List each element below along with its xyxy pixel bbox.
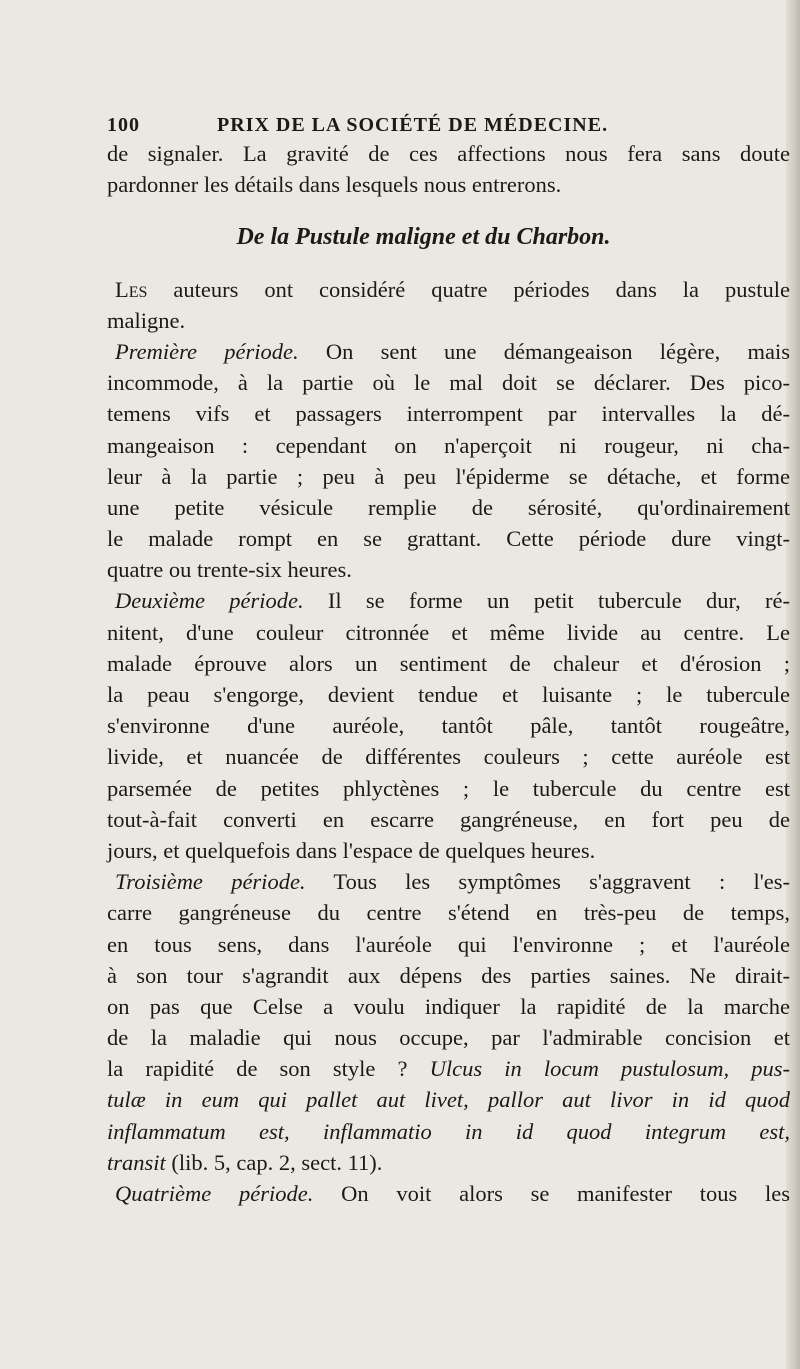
text-line: Troisième période. Tous les symptômes s'aggravent : l'es- <box>115 869 791 895</box>
drop-word: Les <box>115 276 148 302</box>
text-line <box>107 1116 790 1147</box>
text-line: leur à la partie ; peu à peu l'épiderme se détache, et forme <box>107 463 790 489</box>
text-line: s'environne d'une auréole, tantôt pâle, tantôt rougeâtre, <box>107 713 790 739</box>
text-line: une petite vésicule remplie de sérosité, qu'ordinairement <box>107 494 790 520</box>
latin-quote: tulæ in eum qui pallet aut livet, pallor aut livor in id quod <box>107 1087 790 1113</box>
text-line: maligne. <box>107 307 186 333</box>
body-text <box>107 138 790 1209</box>
latin-quote: Ulcus in locum pustulosum, pus- <box>429 1056 790 1082</box>
period-title: Quatrième période. <box>115 1181 314 1207</box>
running-header <box>107 114 747 137</box>
text-line: temens vifs et passagers interrompent par intervalles la dé- <box>107 401 790 427</box>
text-line: quatre ou trente-six heures. <box>107 557 352 583</box>
text-line: Deuxième période. Il se forme un petit tubercule dur, ré- <box>115 588 790 614</box>
text-line: Quatrième période. On voit alors se manifester tous les <box>115 1181 791 1207</box>
text-line: le malade rompt en se grattant. Cette période dure vingt- <box>107 526 790 552</box>
period-title: Deuxième période. <box>115 588 304 614</box>
text-line: de signaler. La gravité de ces affections nous fera sans doute <box>107 141 790 166</box>
text-line: pardonner les détails dans lesquels nous entrerons. <box>107 172 562 198</box>
period-title: Troisième période. <box>115 869 306 895</box>
text-line: on pas que Celse a voulu indiquer la rapidité de la marche <box>107 993 790 1019</box>
text-line: en tous sens, dans l'auréole qui l'environne ; et l'auréole <box>107 931 790 957</box>
page-number: 100 <box>107 114 140 136</box>
latin-quote: inflammatum est, inflammatio in id quod integrum est, <box>107 1118 790 1144</box>
text-line: à son tour s'agrandit aux dépens des parties saines. Ne dirait- <box>107 962 790 988</box>
text-line: tout-à-fait converti en escarre gangréneuse, en fort peu de <box>107 806 790 832</box>
text-line: Les auteurs ont considéré quatre périodes dans la pustule <box>115 276 790 302</box>
latin-quote: transit <box>107 1149 166 1175</box>
text-line: incommode, à la partie où le mal doit se déclarer. Des pico- <box>107 370 790 396</box>
text-line: carre gangréneuse du centre s'étend en très-peu de temps, <box>107 900 790 926</box>
text-line: jours, et quelquefois dans l'espace de quelques heures. <box>107 837 596 863</box>
text-line: parsemée de petites phlyctènes ; le tubercule du centre est <box>107 775 790 801</box>
text-line <box>107 1084 790 1115</box>
text-line: malade éprouve alors un sentiment de chaleur et d'érosion ; <box>107 650 790 676</box>
text-line: Première période. On sent une démangeaison légère, mais <box>115 338 791 364</box>
text-line: de la maladie qui nous occupe, par l'admirable concision et <box>107 1025 790 1051</box>
text-line: mangeaison : cependant on n'aperçoit ni rougeur, ni cha- <box>107 432 790 458</box>
period-title: Première période. <box>115 338 299 364</box>
text-line: la rapidité de son style ? Ulcus in locum pustulosum, pus- <box>107 1056 790 1082</box>
section-heading: De la Pustule maligne et du Charbon. <box>236 224 611 251</box>
text-line: livide, et nuancée de différentes couleurs ; cette auréole est <box>107 744 790 770</box>
text-line: la peau s'engorge, devient tendue et luisante ; le tubercule <box>107 682 790 708</box>
text-line: nitent, d'une couleur citronnée et même livide au centre. Le <box>107 619 790 645</box>
text-line: transit (lib. 5, cap. 2, sect. 11). <box>107 1149 383 1175</box>
running-title: PRIX DE LA SOCIÉTÉ DE MÉDECINE. <box>217 114 609 136</box>
